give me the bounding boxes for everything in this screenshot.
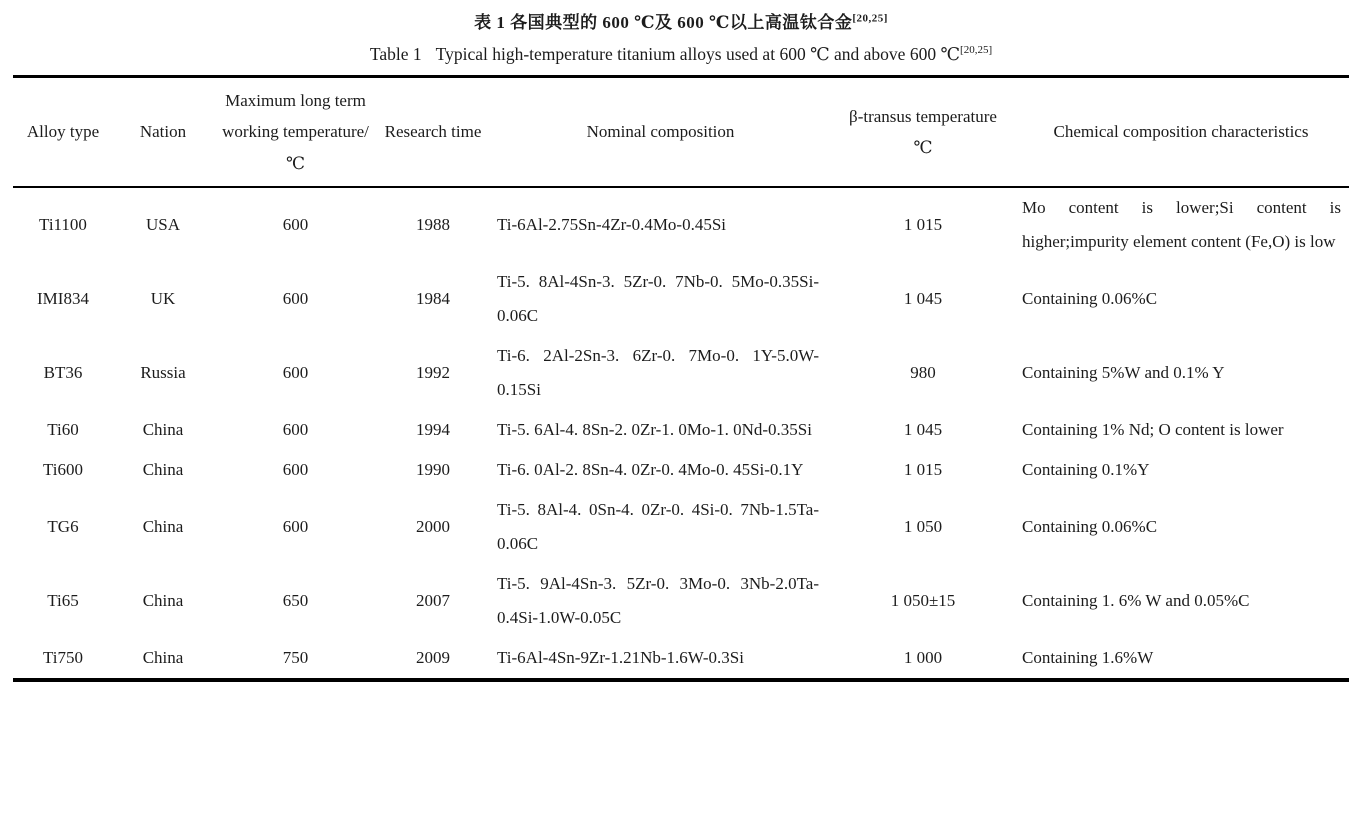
cell-alloy-type: Ti600	[42, 460, 83, 480]
col-header-research-time: Research time	[384, 122, 482, 142]
cell-beta-transus-temperature: 1 015	[903, 460, 943, 480]
caption-en-reference: [20,25]	[960, 43, 993, 56]
cell-research-time: 1990	[416, 460, 450, 480]
cell-alloy-type: BT36	[43, 363, 83, 383]
cell-research-time: 2007	[416, 591, 450, 611]
cell-beta-transus-temperature: 1 050±15	[890, 591, 956, 611]
cell-beta-transus-temperature: 1 045	[903, 420, 943, 440]
cell-alloy-type: IMI834	[37, 289, 89, 309]
cell-research-time: 2009	[416, 648, 450, 668]
cell-research-time: 1992	[416, 363, 450, 383]
col-header-chemical-characteristics: Chemical composition characteristics	[1053, 122, 1309, 142]
cell-max-working-temperature: 600	[282, 215, 309, 235]
cell-nation: China	[142, 648, 184, 668]
cell-nominal-composition: Ti-5. 8Al-4. 0Sn-4. 0Zr-0. 4Si-0. 7Nb-1.5Ta-0.06C	[497, 500, 819, 554]
table-row	[13, 638, 1349, 680]
cell-nation: China	[142, 420, 184, 440]
cell-nation: Russia	[140, 363, 186, 383]
cell-alloy-type: Ti60	[47, 420, 79, 440]
col-header-nominal-composition: Nominal composition	[586, 122, 735, 142]
cell-research-time: 1988	[416, 215, 450, 235]
cell-research-time: 1994	[416, 420, 450, 440]
cell-beta-transus-temperature: 1 045	[903, 289, 943, 309]
table-caption-english	[13, 42, 1349, 67]
table-row	[13, 187, 1349, 262]
col-header-beta-transus-temperature: β-transus temperature ℃	[849, 106, 997, 158]
table-row	[13, 410, 1349, 450]
caption-en-label: Table 1	[369, 43, 422, 64]
cell-nominal-composition: Ti-5. 9Al-4Sn-3. 5Zr-0. 3Mo-0. 3Nb-2.0Ta-0.4Si-1.0W-0.05C	[497, 574, 819, 628]
cell-beta-transus-temperature: 1 050	[903, 517, 943, 537]
caption-en-text: Typical high-temperature titanium alloys used at 600 ℃ and above 600 ℃	[435, 43, 961, 64]
cell-nation: China	[142, 517, 184, 537]
cell-chemical-characteristics: Containing 5%W and 0.1% Y	[1022, 363, 1225, 383]
cell-max-working-temperature: 650	[282, 591, 309, 611]
alloys-table	[13, 75, 1349, 682]
cell-chemical-characteristics: Containing 1.6%W	[1022, 648, 1154, 668]
cell-nominal-composition: Ti-6. 0Al-2. 8Sn-4. 0Zr-0. 4Mo-0. 45Si-0.1Y	[497, 460, 804, 480]
cell-chemical-characteristics: Mo content is lower;Si content is higher;impurity element content (Fe,O) is low	[1022, 198, 1341, 252]
cell-nation: China	[142, 460, 184, 480]
cell-beta-transus-temperature: 1 015	[903, 215, 943, 235]
cell-nation: UK	[150, 289, 176, 309]
cell-nominal-composition: Ti-5. 8Al-4Sn-3. 5Zr-0. 7Nb-0. 5Mo-0.35Si-0.06C	[497, 272, 819, 326]
table-caption-chinese	[13, 10, 1349, 36]
cell-max-working-temperature: 600	[282, 460, 309, 480]
table-row	[13, 490, 1349, 564]
table-row	[13, 564, 1349, 638]
cell-max-working-temperature: 600	[282, 517, 309, 537]
cell-max-working-temperature: 600	[282, 420, 309, 440]
cell-beta-transus-temperature: 1 000	[903, 648, 943, 668]
cell-research-time: 1984	[416, 289, 450, 309]
cell-max-working-temperature: 600	[282, 363, 309, 383]
col-header-alloy-type: Alloy type	[26, 122, 100, 142]
cell-nominal-composition: Ti-5. 6Al-4. 8Sn-2. 0Zr-1. 0Mo-1. 0Nd-0.35Si	[497, 420, 812, 440]
cell-chemical-characteristics: Containing 1. 6% W and 0.05%C	[1022, 591, 1250, 611]
cell-chemical-characteristics: Containing 0.06%C	[1022, 289, 1158, 309]
cell-alloy-type: TG6	[47, 517, 79, 537]
cell-chemical-characteristics: Containing 0.1%Y	[1022, 460, 1150, 480]
caption-zh-text: 表 1 各国典型的 600 ℃及 600 ℃以上高温钛合金	[474, 13, 853, 32]
cell-chemical-characteristics: Containing 0.06%C	[1022, 517, 1158, 537]
table-body	[13, 187, 1349, 680]
table-row	[13, 262, 1349, 336]
cell-nominal-composition: Ti-6Al-4Sn-9Zr-1.21Nb-1.6W-0.3Si	[497, 648, 744, 668]
cell-max-working-temperature: 750	[282, 648, 309, 668]
cell-alloy-type: Ti750	[42, 648, 83, 668]
cell-alloy-type: Ti65	[47, 591, 79, 611]
cell-chemical-characteristics: Containing 1% Nd; O content is lower	[1022, 420, 1284, 440]
cell-nominal-composition: Ti-6Al-2.75Sn-4Zr-0.4Mo-0.45Si	[497, 215, 727, 235]
table-row	[13, 450, 1349, 490]
header-row	[13, 77, 1349, 188]
cell-max-working-temperature: 600	[282, 289, 309, 309]
cell-nation: China	[142, 591, 184, 611]
cell-nominal-composition: Ti-6. 2Al-2Sn-3. 6Zr-0. 7Mo-0. 1Y-5.0W-0.15Si	[497, 346, 819, 400]
caption-zh-reference: [20,25]	[852, 12, 888, 25]
cell-nation: USA	[145, 215, 180, 235]
table-header	[13, 77, 1349, 188]
table-row	[13, 336, 1349, 410]
col-header-nation: Nation	[139, 122, 187, 142]
col-header-max-working-temperature: Maximum long term working temperature/℃	[222, 91, 369, 173]
cell-research-time: 2000	[416, 517, 450, 537]
cell-alloy-type: Ti1100	[39, 215, 87, 235]
cell-beta-transus-temperature: 980	[910, 363, 936, 383]
